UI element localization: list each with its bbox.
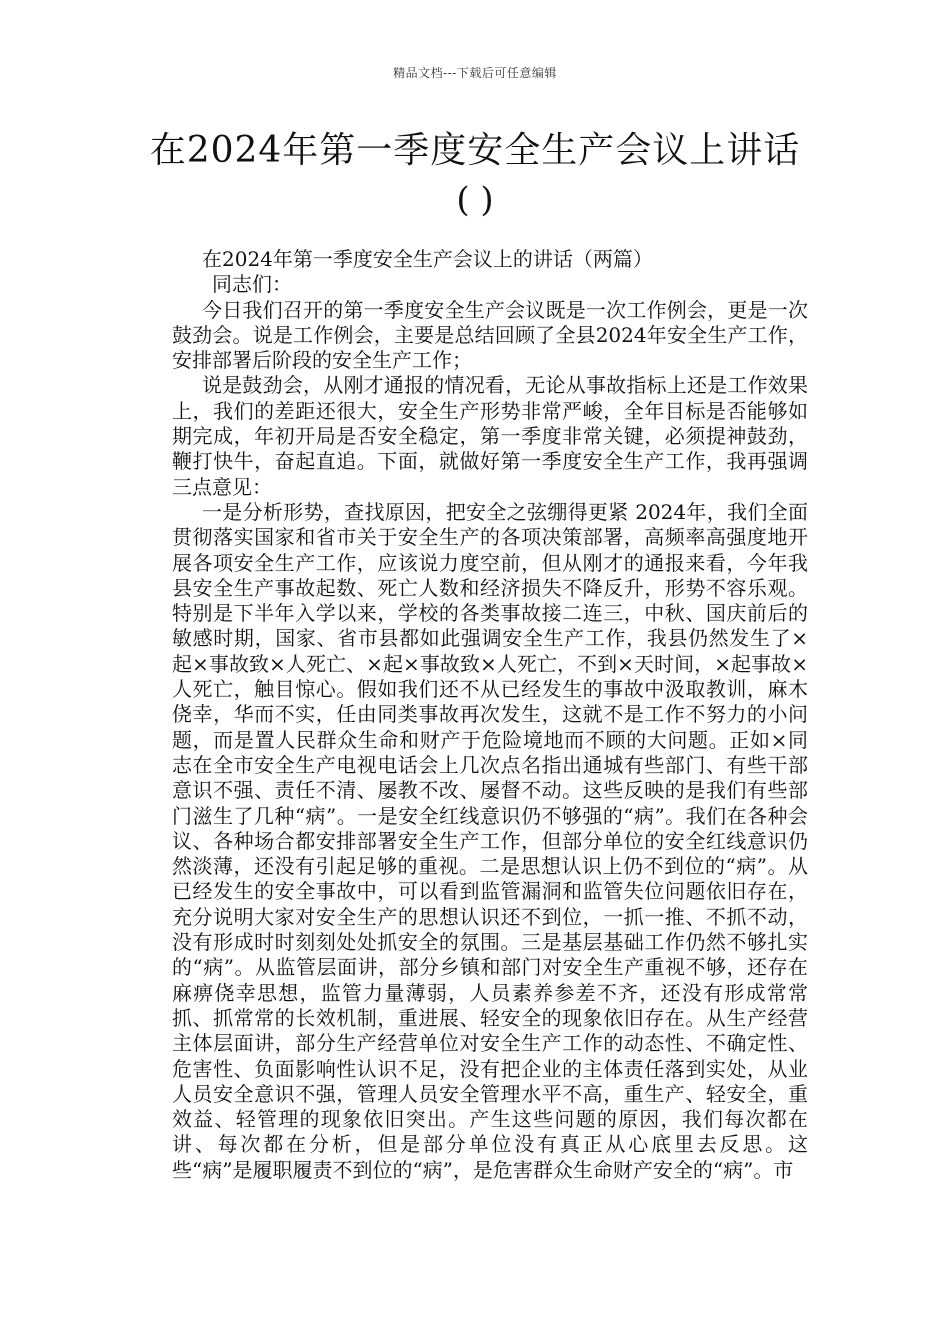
header-note: 精品文档---下载后可任意编辑: [393, 66, 557, 80]
document-title-parentheses: ( ): [456, 180, 494, 220]
paragraph: 一是分析形势，查找原因，把安全之弦绷得更紧 2024年，我们全面贯彻落实国家和省市关于安全生产的各项决策部署，高频率高强度地开展各项安全生产工作，应该说力度空前，但从刚才的通报来看，今年我县安全生产事故起数、死亡人数和经济损失不降反升，形势不容乐观。特别是下半年入学以来，学校的各类事故接二连三，中秋、国庆前后的敏感时期，国家、省市县都如此强调安全生产工作，我县仍然发生了×起×事故致×人死亡、×起×事故致×人死亡，不到×天时间，×起事故×人死亡，触目惊心。假如我们还不从已经发生的事故中汲取教训，麻木侥幸，华而不实，任由同类事故再次发生，这就不是工作不努力的小问题，而是置人民群众生命和财产于危险境地而不顾的大问题。正如×同志在全市安全生产电视电话会上几次点名指出通城有些部门、有些干部意识不强、责任不清、屡教不改、屡督不动。这些反映的是我们有些部门滋生了几种“病”。一是安全红线意识仍不够强的“病”。我们在各种会议、各种场合都安排部署安全生产工作，但部分单位的安全红线意识仍然淡薄，还没有引起足够的重视。二是思想认识上仍不到位的“病”。从已经发生的安全事故中，可以看到监管漏洞和监管失位问题依旧存在，充分说明大家对安全生产的思想认识还不到位，一抓一推、不抓不动，没有形成时时刻刻处处抓安全的氛围。三是基层基础工作仍然不够扎实的“病”。从监管层面讲，部分乡镇和部门对安全生产重视不够，还存在麻痹侥幸思想，监管力量薄弱，人员素养参差不齐，还没有形成常常抓、抓常常的长效机制，重进展、轻安全的现象依旧存在。从生产经营主体层面讲，部分生产经营单位对安全生产工作的动态性、不确定性、危害性、负面影响性认识不足，没有把企业的主体责任落到实处，从业人员安全意识不强，管理人员安全管理水平不高，重生产、轻安全，重效益、轻管理的现象依旧突出。产生这些问题的原因，我们每次都在讲、每次都在分析，但是部分单位没有真正从心底里去反思。这些“病”是履职履责不到位的“病”，是危害群众生命财产安全的“病”。市: [172, 499, 808, 1182]
document-body: [172, 247, 808, 1183]
document-title: 在2024年第一季度安全生产会议上讲话: [149, 130, 801, 171]
document-subtitle: 在2024年第一季度安全生产会议上的讲话（两篇）: [202, 247, 653, 271]
greeting: 同志们：: [212, 272, 292, 297]
paragraph: 今日我们召开的第一季度安全生产会议既是一次工作例会，更是一次鼓劲会。说是工作例会，主要是总结回顾了全县2024年安全生产工作，安排部署后阶段的安全生产工作；: [172, 297, 808, 373]
paragraph: 说是鼓劲会，从刚才通报的情况看，无论从事故指标上还是工作效果上，我们的差距还很大，安全生产形势非常严峻，全年目标是否能够如期完成，年初开局是否安全稳定，第一季度非常关键，必须提神鼓劲，鞭打快牛，奋起直追。下面，就做好第一季度安全生产工作，我再强调三点意见：: [172, 373, 808, 499]
